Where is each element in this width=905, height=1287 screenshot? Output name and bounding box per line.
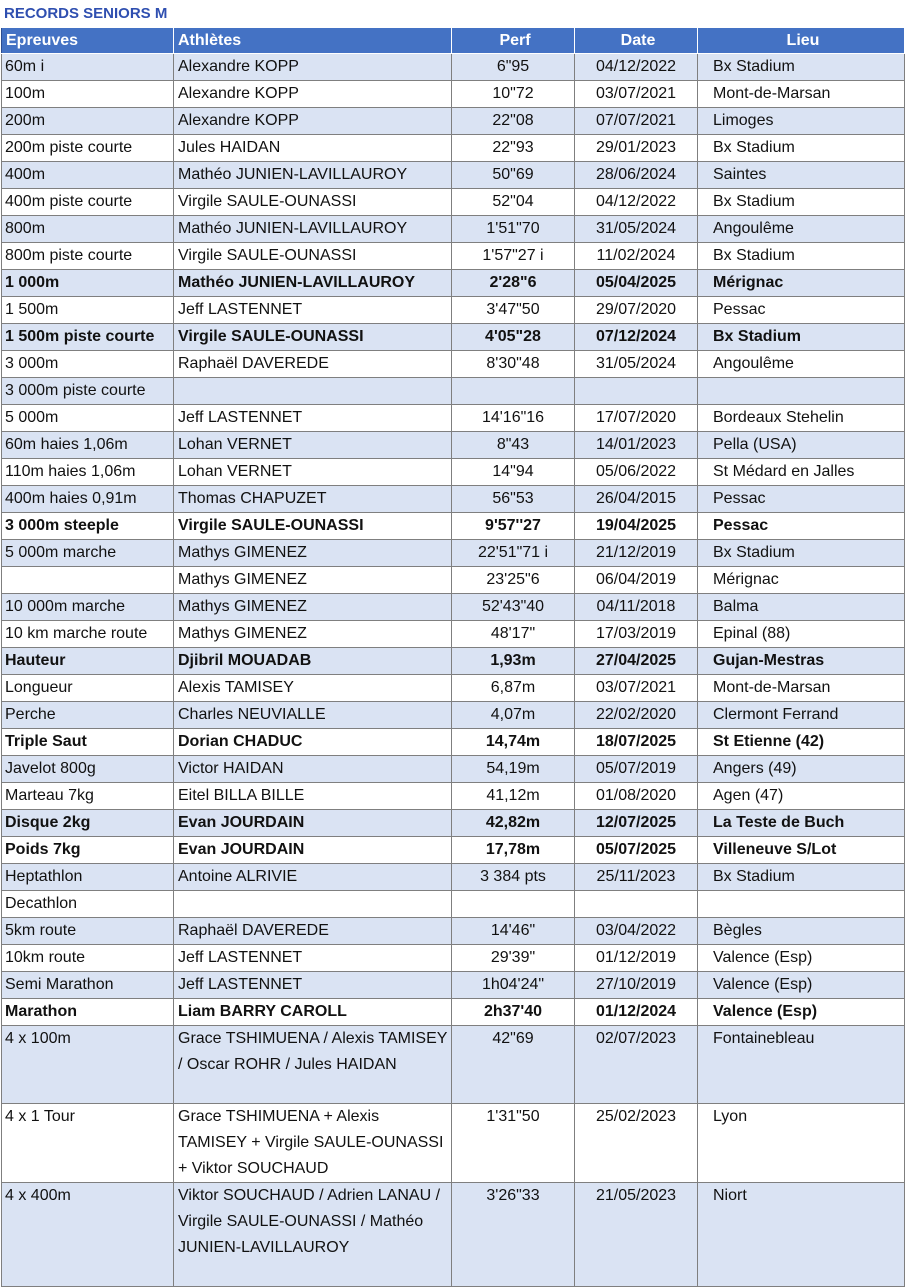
date-cell: 27/04/2025 [575, 648, 698, 675]
perf-cell: 54,19m [452, 756, 575, 783]
athlete-cell: Grace TSHIMUENA / Alexis TAMISEY / Oscar ROHR / Jules HAIDAN [174, 1026, 452, 1104]
athlete-cell: Alexandre KOPP [174, 81, 452, 108]
lieu-cell: Niort [698, 1183, 905, 1287]
date-cell: 01/08/2020 [575, 783, 698, 810]
table-row[interactable] [2, 162, 905, 189]
perf-cell: 6"95 [452, 54, 575, 81]
perf-cell: 4,07m [452, 702, 575, 729]
perf-cell: 10"72 [452, 81, 575, 108]
perf-cell: 1,93m [452, 648, 575, 675]
date-cell: 07/12/2024 [575, 324, 698, 351]
event-cell: 4 x 100m [2, 1026, 174, 1104]
perf-cell: 8"43 [452, 432, 575, 459]
athlete-cell: Mathys GIMENEZ [174, 594, 452, 621]
perf-cell: 9'57''27 [452, 513, 575, 540]
lieu-cell: Bx Stadium [698, 243, 905, 270]
event-cell: Poids 7kg [2, 837, 174, 864]
perf-cell: 4'05"28 [452, 324, 575, 351]
date-cell: 05/07/2019 [575, 756, 698, 783]
table-row[interactable] [2, 243, 905, 270]
athlete-cell: Mathéo JUNIEN-LAVILLAUROY [174, 270, 452, 297]
lieu-cell: Limoges [698, 108, 905, 135]
lieu-cell: Bordeaux Stehelin [698, 405, 905, 432]
perf-cell: 17,78m [452, 837, 575, 864]
perf-cell: 52'43"40 [452, 594, 575, 621]
athlete-cell: Charles NEUVIALLE [174, 702, 452, 729]
athlete-cell: Virgile SAULE-OUNASSI [174, 243, 452, 270]
date-cell: 03/04/2022 [575, 918, 698, 945]
date-cell: 04/12/2022 [575, 189, 698, 216]
date-cell: 27/10/2019 [575, 972, 698, 999]
table-row[interactable] [2, 567, 905, 594]
perf-cell: 29'39" [452, 945, 575, 972]
perf-cell: 50"69 [452, 162, 575, 189]
athlete-cell: Mathys GIMENEZ [174, 567, 452, 594]
athlete-cell: Raphaël DAVEREDE [174, 918, 452, 945]
perf-cell: 1'57"27 i [452, 243, 575, 270]
athlete-cell: Grace TSHIMUENA + Alexis TAMISEY + Virgile SAULE-OUNASSI + Viktor SOUCHAUD [174, 1104, 452, 1183]
lieu-cell: Bx Stadium [698, 189, 905, 216]
date-cell: 28/06/2024 [575, 162, 698, 189]
athlete-cell: Jeff LASTENNET [174, 297, 452, 324]
lieu-cell: Bx Stadium [698, 135, 905, 162]
athlete-cell: Lohan VERNET [174, 432, 452, 459]
table-row[interactable] [2, 189, 905, 216]
table-row[interactable] [2, 594, 905, 621]
table-row[interactable] [2, 81, 905, 108]
event-cell: Disque 2kg [2, 810, 174, 837]
perf-cell: 6,87m [452, 675, 575, 702]
table-row[interactable] [2, 945, 905, 972]
date-cell: 03/07/2021 [575, 81, 698, 108]
event-cell: 200m piste courte [2, 135, 174, 162]
lieu-cell: Bègles [698, 918, 905, 945]
event-cell: 10 km marche route [2, 621, 174, 648]
date-cell: 12/07/2025 [575, 810, 698, 837]
table-row[interactable] [2, 783, 905, 810]
table-row[interactable] [2, 459, 905, 486]
lieu-cell: Villeneuve S/Lot [698, 837, 905, 864]
date-cell: 25/11/2023 [575, 864, 698, 891]
athlete-cell: Jules HAIDAN [174, 135, 452, 162]
date-cell: 01/12/2019 [575, 945, 698, 972]
event-cell: Javelot 800g [2, 756, 174, 783]
athlete-cell: Mathéo JUNIEN-LAVILLAUROY [174, 216, 452, 243]
perf-cell: 41,12m [452, 783, 575, 810]
perf-cell: 1'31"50 [452, 1104, 575, 1183]
records-body [2, 54, 905, 1287]
event-cell: 60m haies 1,06m [2, 432, 174, 459]
lieu-cell: Saintes [698, 162, 905, 189]
date-cell: 26/04/2015 [575, 486, 698, 513]
lieu-cell: Angers (49) [698, 756, 905, 783]
lieu-cell: Bx Stadium [698, 54, 905, 81]
event-cell [2, 567, 174, 594]
event-cell: Decathlon [2, 891, 174, 918]
lieu-cell: Mérignac [698, 567, 905, 594]
table-row[interactable] [2, 918, 905, 945]
table-row[interactable] [2, 756, 905, 783]
athlete-cell: Mathys GIMENEZ [174, 540, 452, 567]
table-row[interactable] [2, 432, 905, 459]
event-cell: Triple Saut [2, 729, 174, 756]
athlete-cell: Alexandre KOPP [174, 108, 452, 135]
lieu-cell: Valence (Esp) [698, 972, 905, 999]
table-row[interactable] [2, 324, 905, 351]
athlete-cell: Victor HAIDAN [174, 756, 452, 783]
lieu-cell: La Teste de Buch [698, 810, 905, 837]
table-row[interactable] [2, 972, 905, 999]
lieu-cell: Agen (47) [698, 783, 905, 810]
athlete-cell: Viktor SOUCHAUD / Adrien LANAU / Virgile SAULE-OUNASSI / Mathéo JUNIEN-LAVILLAUROY [174, 1183, 452, 1287]
event-cell: 1 500m [2, 297, 174, 324]
date-cell: 11/02/2024 [575, 243, 698, 270]
date-cell [575, 891, 698, 918]
lieu-cell: Angoulême [698, 216, 905, 243]
perf-cell: 14'16"16 [452, 405, 575, 432]
date-cell: 14/01/2023 [575, 432, 698, 459]
date-cell: 07/07/2021 [575, 108, 698, 135]
date-cell: 03/07/2021 [575, 675, 698, 702]
athlete-cell: Virgile SAULE-OUNASSI [174, 189, 452, 216]
date-cell: 02/07/2023 [575, 1026, 698, 1104]
table-row[interactable] [2, 648, 905, 675]
perf-cell: 52"04 [452, 189, 575, 216]
lieu-cell: Valence (Esp) [698, 999, 905, 1026]
event-cell: Marteau 7kg [2, 783, 174, 810]
date-cell: 21/12/2019 [575, 540, 698, 567]
records-table [1, 27, 905, 1287]
table-row[interactable] [2, 405, 905, 432]
event-cell: 100m [2, 81, 174, 108]
lieu-cell: St Médard en Jalles [698, 459, 905, 486]
athlete-cell: Jeff LASTENNET [174, 945, 452, 972]
athlete-cell: Jeff LASTENNET [174, 972, 452, 999]
table-row[interactable] [2, 675, 905, 702]
perf-cell: 3'26"33 [452, 1183, 575, 1287]
athlete-cell: Jeff LASTENNET [174, 405, 452, 432]
table-row[interactable] [2, 216, 905, 243]
perf-cell: 48'17" [452, 621, 575, 648]
date-cell: 01/12/2024 [575, 999, 698, 1026]
table-row[interactable] [2, 864, 905, 891]
table-row[interactable] [2, 54, 905, 81]
event-cell: 5km route [2, 918, 174, 945]
athlete-cell: Alexis TAMISEY [174, 675, 452, 702]
lieu-cell: Pessac [698, 297, 905, 324]
event-cell: 3 000m steeple [2, 513, 174, 540]
page-title: RECORDS SENIORS M [4, 5, 168, 22]
athlete-cell: Raphaël DAVEREDE [174, 351, 452, 378]
lieu-cell: Lyon [698, 1104, 905, 1183]
perf-cell: 1'51"70 [452, 216, 575, 243]
header-perf[interactable]: Perf [452, 28, 575, 54]
perf-cell: 14'46" [452, 918, 575, 945]
perf-cell: 3'47"50 [452, 297, 575, 324]
table-row[interactable] [2, 891, 905, 918]
date-cell: 22/02/2020 [575, 702, 698, 729]
athlete-cell: Evan JOURDAIN [174, 837, 452, 864]
event-cell: 60m i [2, 54, 174, 81]
table-row[interactable] [2, 1104, 905, 1183]
event-cell: 3 000m piste courte [2, 378, 174, 405]
athlete-cell: Antoine ALRIVIE [174, 864, 452, 891]
athlete-cell: Virgile SAULE-OUNASSI [174, 513, 452, 540]
event-cell: Hauteur [2, 648, 174, 675]
event-cell: Marathon [2, 999, 174, 1026]
perf-cell: 42"69 [452, 1026, 575, 1104]
event-cell: 1 500m piste courte [2, 324, 174, 351]
table-row[interactable] [2, 702, 905, 729]
table-row[interactable] [2, 810, 905, 837]
event-cell: Longueur [2, 675, 174, 702]
lieu-cell: Pessac [698, 513, 905, 540]
athlete-cell [174, 891, 452, 918]
header-epreuves[interactable]: Epreuves [2, 28, 174, 54]
athlete-cell: Djibril MOUADAB [174, 648, 452, 675]
table-row[interactable] [2, 837, 905, 864]
date-cell [575, 378, 698, 405]
perf-cell: 8'30"48 [452, 351, 575, 378]
athlete-cell: Mathys GIMENEZ [174, 621, 452, 648]
table-row[interactable] [2, 378, 905, 405]
table-row[interactable] [2, 297, 905, 324]
perf-cell: 3 384 pts [452, 864, 575, 891]
event-cell: 4 x 1 Tour [2, 1104, 174, 1183]
date-cell: 25/02/2023 [575, 1104, 698, 1183]
lieu-cell: Mont-de-Marsan [698, 81, 905, 108]
perf-cell: 56"53 [452, 486, 575, 513]
lieu-cell: Fontainebleau [698, 1026, 905, 1104]
lieu-cell: Mérignac [698, 270, 905, 297]
event-cell: Heptathlon [2, 864, 174, 891]
perf-cell: 2h37'40 [452, 999, 575, 1026]
date-cell: 04/11/2018 [575, 594, 698, 621]
perf-cell: 42,82m [452, 810, 575, 837]
event-cell: 3 000m [2, 351, 174, 378]
event-cell: 800m piste courte [2, 243, 174, 270]
perf-cell: 22"93 [452, 135, 575, 162]
lieu-cell: Bx Stadium [698, 864, 905, 891]
date-cell: 31/05/2024 [575, 351, 698, 378]
table-row[interactable] [2, 540, 905, 567]
date-cell: 05/07/2025 [575, 837, 698, 864]
header-date[interactable]: Date [575, 28, 698, 54]
perf-cell: 22'51"71 i [452, 540, 575, 567]
event-cell: 110m haies 1,06m [2, 459, 174, 486]
table-row[interactable] [2, 108, 905, 135]
athlete-cell: Liam BARRY CAROLL [174, 999, 452, 1026]
perf-cell: 1h04'24" [452, 972, 575, 999]
athlete-cell: Evan JOURDAIN [174, 810, 452, 837]
lieu-cell [698, 378, 905, 405]
lieu-cell: Gujan-Mestras [698, 648, 905, 675]
athlete-cell: Dorian CHADUC [174, 729, 452, 756]
event-cell: 4 x 400m [2, 1183, 174, 1287]
event-cell: 200m [2, 108, 174, 135]
event-cell: 400m haies 0,91m [2, 486, 174, 513]
lieu-cell: Bx Stadium [698, 540, 905, 567]
event-cell: 10km route [2, 945, 174, 972]
lieu-cell [698, 891, 905, 918]
table-row[interactable] [2, 1183, 905, 1287]
table-row[interactable] [2, 486, 905, 513]
lieu-cell: Pessac [698, 486, 905, 513]
athlete-cell: Lohan VERNET [174, 459, 452, 486]
perf-cell: 23'25"6 [452, 567, 575, 594]
table-row[interactable] [2, 999, 905, 1026]
table-row[interactable] [2, 351, 905, 378]
athlete-cell: Eitel BILLA BILLE [174, 783, 452, 810]
date-cell: 17/03/2019 [575, 621, 698, 648]
lieu-cell: Angoulême [698, 351, 905, 378]
perf-cell: 2'28"6 [452, 270, 575, 297]
athlete-cell: Thomas CHAPUZET [174, 486, 452, 513]
lieu-cell: Valence (Esp) [698, 945, 905, 972]
event-cell: 5 000m marche [2, 540, 174, 567]
perf-cell [452, 378, 575, 405]
lieu-cell: Clermont Ferrand [698, 702, 905, 729]
perf-cell: 22"08 [452, 108, 575, 135]
lieu-cell: St Etienne (42) [698, 729, 905, 756]
athlete-cell [174, 378, 452, 405]
event-cell: 400m piste courte [2, 189, 174, 216]
perf-cell: 14,74m [452, 729, 575, 756]
lieu-cell: Pella (USA) [698, 432, 905, 459]
table-row[interactable] [2, 621, 905, 648]
lieu-cell: Bx Stadium [698, 324, 905, 351]
event-cell: 400m [2, 162, 174, 189]
event-cell: 5 000m [2, 405, 174, 432]
date-cell: 04/12/2022 [575, 54, 698, 81]
event-cell: 1 000m [2, 270, 174, 297]
date-cell: 29/07/2020 [575, 297, 698, 324]
event-cell: Semi Marathon [2, 972, 174, 999]
header-lieu[interactable]: Lieu [698, 28, 905, 54]
date-cell: 19/04/2025 [575, 513, 698, 540]
date-cell: 17/07/2020 [575, 405, 698, 432]
perf-cell: 14"94 [452, 459, 575, 486]
date-cell: 21/05/2023 [575, 1183, 698, 1287]
event-cell: 10 000m marche [2, 594, 174, 621]
athlete-cell: Mathéo JUNIEN-LAVILLAUROY [174, 162, 452, 189]
table-row[interactable] [2, 729, 905, 756]
table-row[interactable] [2, 513, 905, 540]
date-cell: 05/06/2022 [575, 459, 698, 486]
perf-cell [452, 891, 575, 918]
date-cell: 18/07/2025 [575, 729, 698, 756]
lieu-cell: Mont-de-Marsan [698, 675, 905, 702]
date-cell: 06/04/2019 [575, 567, 698, 594]
event-cell: Perche [2, 702, 174, 729]
table-row[interactable] [2, 135, 905, 162]
lieu-cell: Epinal (88) [698, 621, 905, 648]
athlete-cell: Alexandre KOPP [174, 54, 452, 81]
header-row [2, 28, 905, 54]
lieu-cell: Balma [698, 594, 905, 621]
table-row[interactable] [2, 270, 905, 297]
athlete-cell: Virgile SAULE-OUNASSI [174, 324, 452, 351]
table-row[interactable] [2, 1026, 905, 1104]
date-cell: 31/05/2024 [575, 216, 698, 243]
event-cell: 800m [2, 216, 174, 243]
date-cell: 05/04/2025 [575, 270, 698, 297]
date-cell: 29/01/2023 [575, 135, 698, 162]
header-athletes[interactable]: Athlètes [174, 28, 452, 54]
